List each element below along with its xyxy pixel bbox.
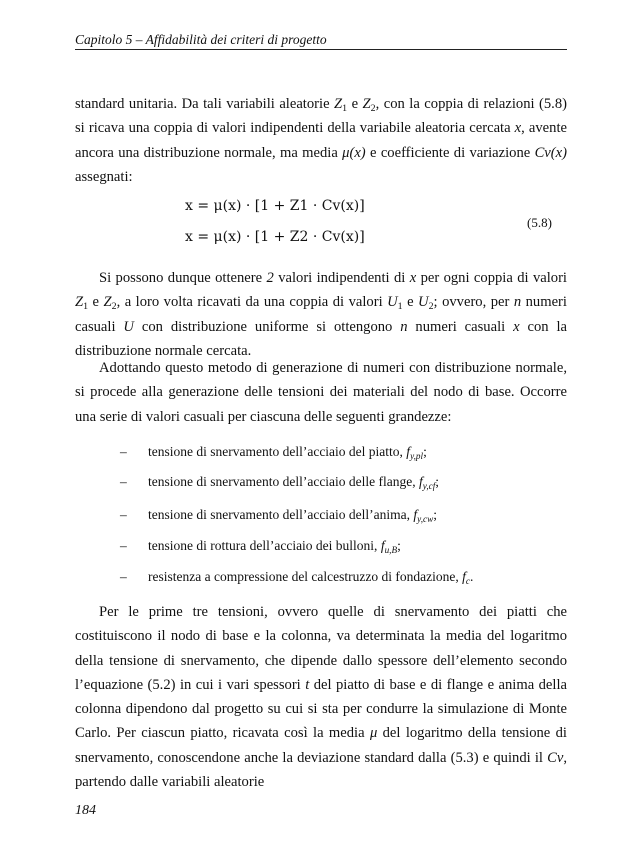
equation-line-2: x = μ(x) · [1 + Z2 · Cv(x)] <box>185 229 365 245</box>
running-header: Capitolo 5 – Affidabilità dei criteri di progetto <box>75 32 567 50</box>
list-item: – tensione di snervamento dell’acciaio delle flange, $f_{y,cf}$; <box>120 474 440 491</box>
list-item: – tensione di snervamento dell’acciaio dell’anima, $f_{y,cw}$; <box>120 507 437 524</box>
equation-number: (5.8) <box>527 215 552 230</box>
equation-line-1: x = μ(x) · [1 + Z1 · Cv(x)] <box>185 198 365 214</box>
page-number: 184 <box>75 803 96 818</box>
paragraph-2: Si possono dunque ottenere 2 valori indipendenti di x per ogni coppia di valori $Z_1$ e $Z_2$, a loro volta ricavati da una coppia di valori $U_1$ e $U_2$; ovvero, per n numeri casuali U con distribuzione uniforme si ottengono n numeri casuali x con la distribuzione normale cercata. <box>75 270 567 359</box>
paragraph-3: Adottando questo metodo di generazione di numeri con distribuzione normale, si procede alla generazione delle tensioni dei materiali del nodo di base. Occorre una serie di valori casuali per ciascuna delle seguenti grandezze: <box>75 360 567 425</box>
paragraph-4: Per le prime tre tensioni, ovvero quelle di snervamento dei piatti che costituiscono il nodo di base e la colonna, va determinata la media del logaritmo della tensione di snervamento, che dipende dallo spessore dell’elemento secondo l’equazione (5.2) in cui i vari spessori t del piatto di base e di flange e anima della colonna dipendono dal progetto su cui si sta per condurre la simulazione di Monte Carlo. Per ciascun piatto, ricavata così la media μ del logaritmo della tensione di snervamento, conoscendone anche la deviazione standard dalla (5.3) e quindi il Cv, partendo dalle variabili aleatorie <box>75 604 568 791</box>
paragraph-1: standard unitaria. Da tali variabili aleatorie $Z_1$ e $Z_2$, con la coppia di relazioni (5.8) si ricava una coppia di valori indipendenti della variabile aleatoria cercata x, avente ancora una distribuzione normale, ma media μ(x) e coefficiente di variazione Cv(x) assegnati: <box>75 96 567 185</box>
list-item: – tensione di snervamento dell’acciaio del piatto, $f_{y,pl}$; <box>120 444 427 461</box>
list-item: – tensione di rottura dell’acciaio dei bulloni, $f_{u,B}$; <box>120 538 401 555</box>
list-item: – resistenza a compressione del calcestruzzo di fondazione, $f_c$. <box>120 569 474 586</box>
